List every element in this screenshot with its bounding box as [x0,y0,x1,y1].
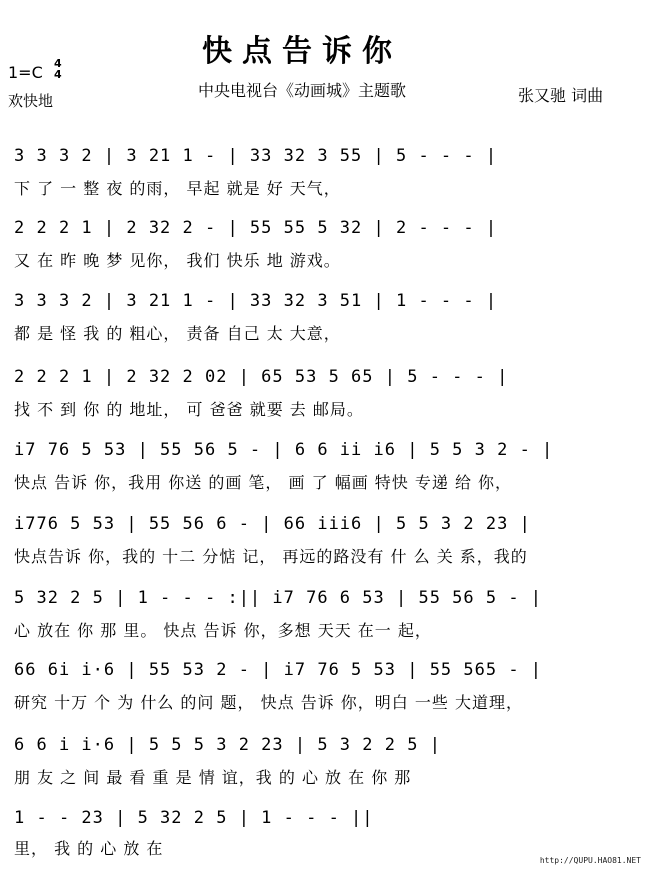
lyrics-row: 快点告诉 你，我的 十二 分惦 记， 再远的路没有 什 么 关 系，我的 [14,547,528,566]
notation-row: i776 5 53 | 55 56 6 - | 66 iii6 | 5 5 3 2 23 | [14,514,531,534]
notation-row: 2 2 2 1 | 2 32 2 - | 55 55 5 32 | 2 - - - | [14,218,498,238]
subtitle: 中央电视台《动画城》主题歌 [198,81,407,100]
key-signature: 1=C [8,63,43,82]
time-signature-top: 4 [54,57,62,70]
notation-row: 3 3 3 2 | 3 21 1 - | 33 32 3 55 | 5 - - - | [14,146,498,166]
notation-row: 6 6 i i·6 | 5 5 5 3 2 23 | 5 3 2 2 5 | [14,735,441,755]
notation-row: i7 76 5 53 | 55 56 5 - | 6 6 ii i6 | 5 5 3 2 - | [14,440,554,460]
lyrics-row: 都 是 怪 我 的 粗心， 责备 自己 太 大意， [14,324,341,343]
composer-credit: 张又驰 词曲 [518,86,604,105]
notation-row: 2 2 2 1 | 2 32 2 02 | 65 53 5 65 | 5 - - - | [14,367,509,387]
lyrics-row: 朋 友 之 间 最 看 重 是 情 谊，我 的 心 放 在 你 那 [14,768,412,787]
time-signature-bottom: 4 [54,68,62,81]
time-signature [54,58,62,80]
lyrics-row: 找 不 到 你 的 地址， 可 爸爸 就要 去 邮局。 [14,400,364,419]
notation-row: 3 3 3 2 | 3 21 1 - | 33 32 3 51 | 1 - - - | [14,291,498,311]
source-watermark: http://QUPU.HAO81.NET [539,856,641,865]
lyrics-row: 里， 我 的 心 放 在 [14,839,164,858]
tempo-marking: 欢快地 [8,92,54,110]
notation-row: 66 6i i·6 | 55 53 2 - | i7 76 5 53 | 55 565 - | [14,660,543,680]
song-title: 快点告诉你 [202,34,402,69]
lyrics-row: 研究 十万 个 为 什么 的问 题， 快点 告诉 你，明白 一些 大道理， [14,693,523,712]
lyrics-row: 又 在 昨 晚 梦 见你， 我们 快乐 地 游戏。 [14,251,341,270]
notation-row: 5 32 2 5 | 1 - - - :|| i7 76 6 53 | 55 56 5 - | [14,588,543,608]
lyrics-row: 心 放在 你 那 里。 快点 告诉 你，多想 天天 在一 起， [14,621,432,640]
lyrics-row: 快点 告诉 你，我用 你送 的画 笔， 画 了 幅画 特快 专递 给 你， [14,473,513,492]
notation-row: 1 - - 23 | 5 32 2 5 | 1 - - - || [14,808,374,828]
lyrics-row: 下 了 一 整 夜 的雨， 早起 就是 好 天气， [14,179,341,198]
